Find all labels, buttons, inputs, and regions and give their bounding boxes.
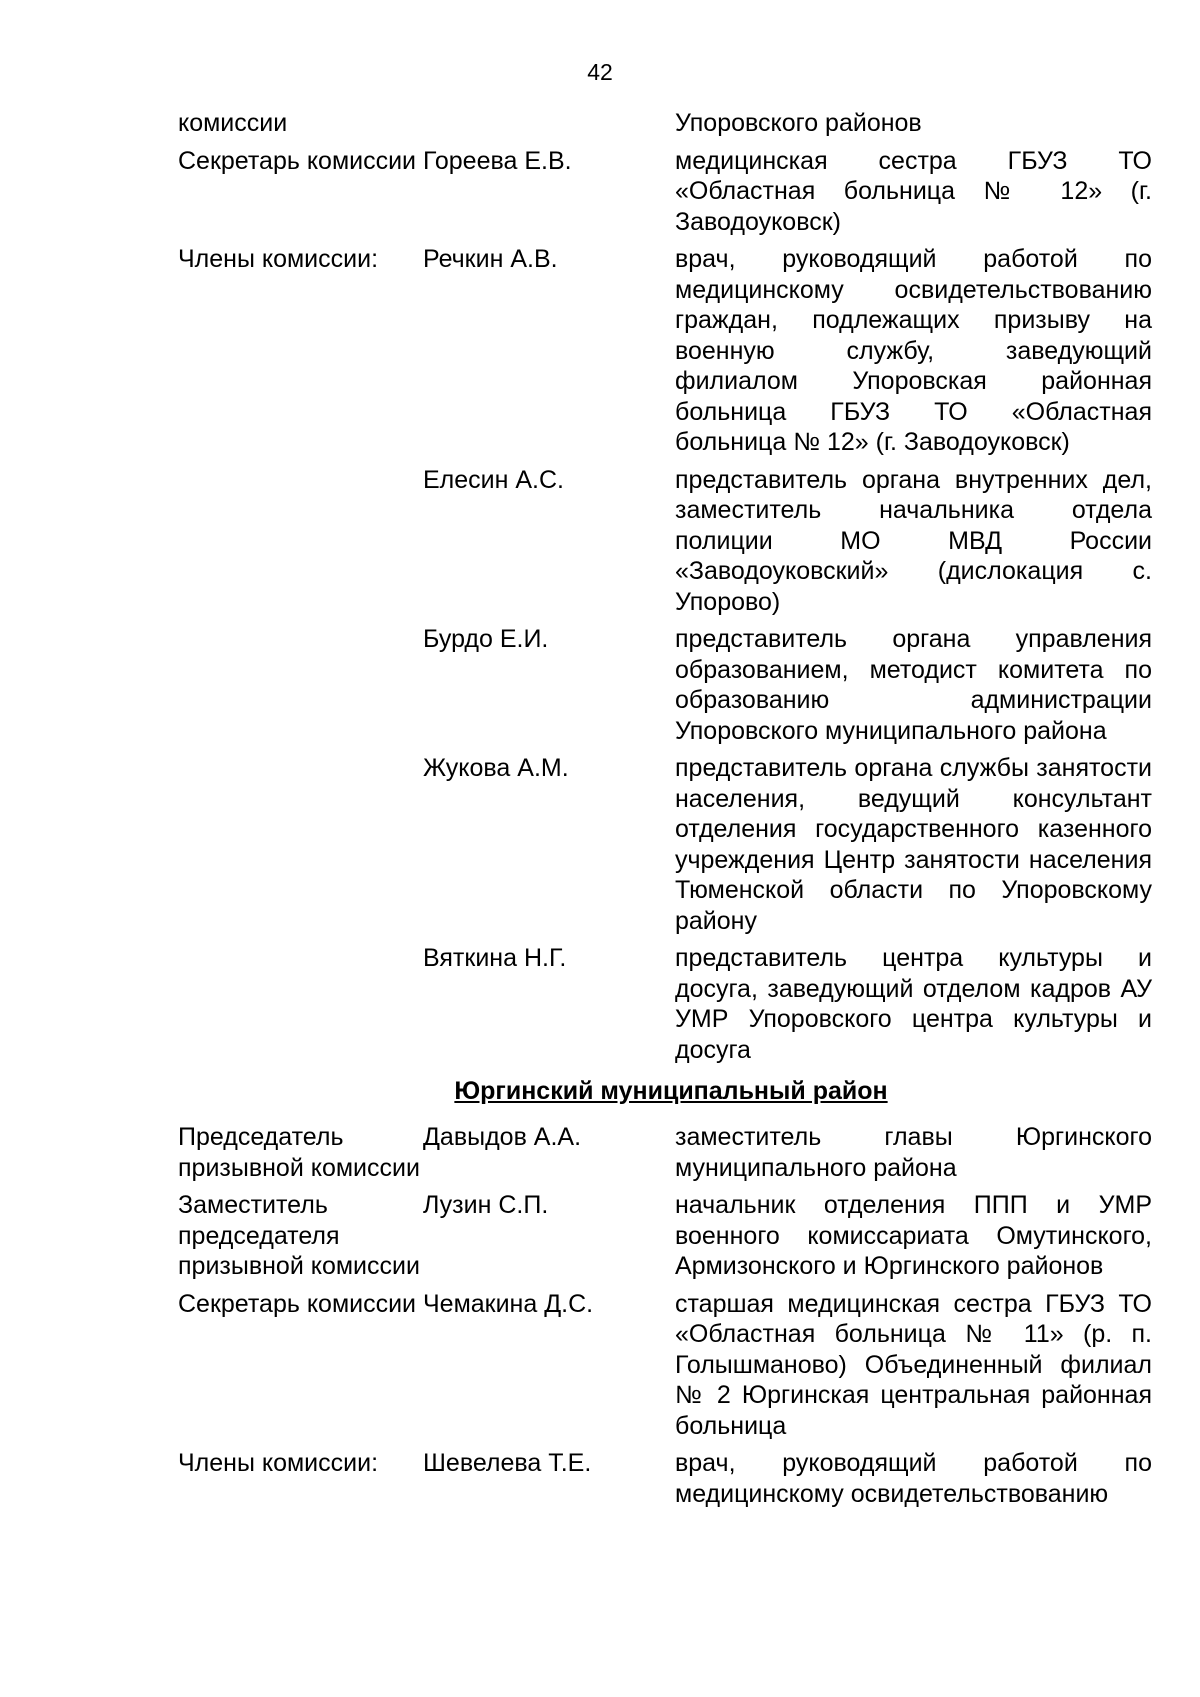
table-row bbox=[178, 624, 1152, 746]
table-row bbox=[178, 1190, 1152, 1282]
table-row bbox=[178, 1448, 1152, 1509]
description-cell: врач, руководящий работой по медицинскому освидетельствованию граждан, подлежащих призыву на военную службу, заведующий филиалом Упоровская районная больница ГБУЗ ТО «Областная больница № 12» (г. Заводоуковск) bbox=[675, 245, 1152, 456]
description-cell: представитель органа внутренних дел, заместитель начальника отдела полиции МО МВД России «Заводоуковский» (дислокация с. Упорово) bbox=[675, 465, 1152, 616]
table-row bbox=[178, 1122, 1152, 1183]
description-cell: заместитель главы Юргинского муниципального района bbox=[675, 1123, 1152, 1182]
table-row bbox=[178, 1289, 1152, 1442]
table-row bbox=[178, 753, 1152, 936]
commission-list bbox=[178, 108, 1152, 1509]
description-cell: представитель центра культуры и досуга, заведующий отделом кадров АУ УМР Упоровского центра культуры и досуга bbox=[675, 944, 1152, 1064]
name-cell: Давыдов А.А. bbox=[423, 1123, 582, 1151]
role-cell: Секретарь комиссии bbox=[178, 1289, 417, 1318]
name-cell: Речкин А.В. bbox=[423, 245, 558, 273]
table-row bbox=[178, 244, 1152, 458]
name-cell: Бурдо Е.И. bbox=[423, 625, 549, 653]
description-cell: Упоровского районов bbox=[675, 109, 922, 137]
description-cell: начальник отделения ППП и УМР военного комиссариата Омутинского, Армизонского и Юргинского районов bbox=[675, 1191, 1152, 1280]
name-cell: Лузин С.П. bbox=[423, 1191, 549, 1219]
name-cell: Жукова А.М. bbox=[423, 754, 569, 782]
role-cell: Заместитель председателя призывной комиссии bbox=[178, 1191, 420, 1280]
table-row bbox=[178, 146, 1152, 238]
name-cell: Елесин А.С. bbox=[423, 465, 565, 494]
description-cell: врач, руководящий работой по медицинскому освидетельствованию bbox=[675, 1449, 1152, 1508]
role-cell: Члены комиссии: bbox=[178, 245, 379, 273]
role-cell: комиссии bbox=[178, 109, 288, 137]
role-cell: Члены комиссии: bbox=[178, 1449, 379, 1477]
description-cell: старшая медицинская сестра ГБУЗ ТО «Областная больница № 11» (р. п. Голышманово) Объединенный филиал № 2 Юргинская центральная районная больница bbox=[675, 1289, 1152, 1440]
section-heading: Юргинский муниципальный район bbox=[454, 1077, 888, 1105]
role-cell: Председатель призывной комиссии bbox=[178, 1123, 420, 1182]
page-number: 42 bbox=[587, 59, 613, 85]
table-row bbox=[178, 465, 1152, 618]
role-cell: Секретарь комиссии bbox=[178, 146, 417, 175]
description-cell: медицинская сестра ГБУЗ ТО «Областная больница № 12» (г. Заводоуковск) bbox=[675, 146, 1152, 236]
name-cell: Шевелева Т.Е. bbox=[423, 1449, 592, 1477]
section-heading-row bbox=[178, 1076, 1152, 1107]
name-cell: Гореева Е.В. bbox=[423, 146, 572, 175]
table-row bbox=[178, 943, 1152, 1065]
name-cell: Вяткина Н.Г. bbox=[423, 944, 567, 972]
table-row bbox=[178, 108, 1152, 139]
name-cell: Чемакина Д.С. bbox=[423, 1289, 594, 1318]
description-cell: представитель органа службы занятости населения, ведущий консультант отделения государственного казенного учреждения Центр занятости населения Тюменской области по Упоровскому району bbox=[675, 754, 1152, 935]
description-cell: представитель органа управления образованием, методист комитета по образованию администрации Упоровского муниципального района bbox=[675, 625, 1152, 745]
